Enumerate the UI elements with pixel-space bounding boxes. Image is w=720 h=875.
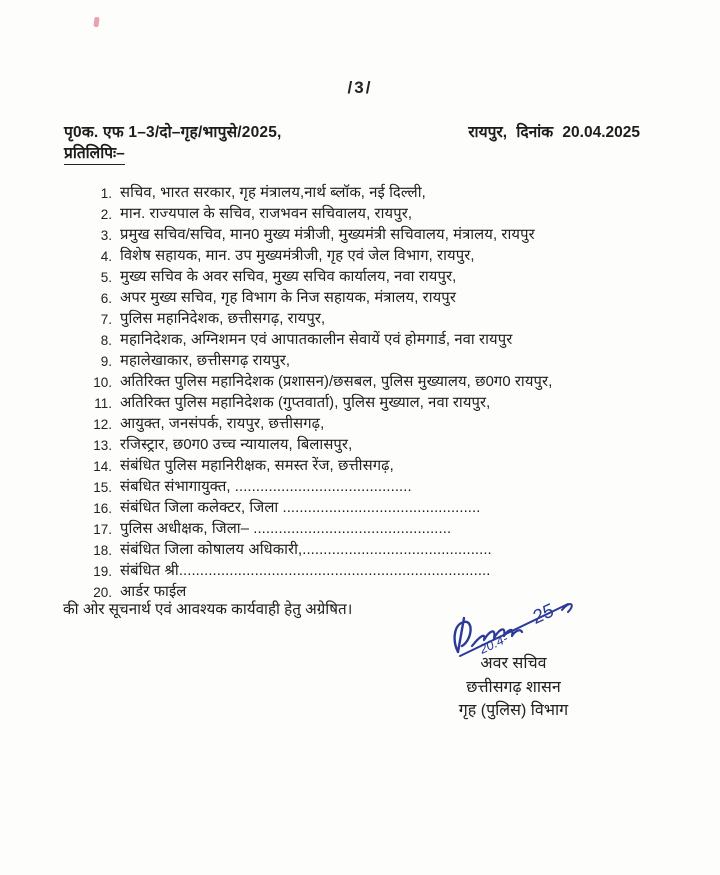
red-scan-speck <box>93 17 99 28</box>
list-item-text: पुलिस महानिदेशक, छत्तीसगढ़, रायपुर, <box>120 311 326 327</box>
list-item-text: विशेष सहायक, मान. उप मुख्यमंत्रीजी, गृह एवं जेल विभाग, रायपुर, <box>120 248 475 264</box>
signature-block <box>450 588 580 660</box>
list-item-number: 10. <box>93 375 112 390</box>
list-item <box>86 225 700 246</box>
list-item-number: 11. <box>94 396 112 411</box>
list-item <box>86 183 700 204</box>
place-and-date <box>468 120 640 142</box>
list-item-text: संबधित संभागायुक्त, .......................................... <box>120 479 412 495</box>
list-item-text: अतिरिक्त पुलिस महानिदेशक (प्रशासन)/छसबल, पुलिस मुख्यालय, छ0ग0 रायपुर, <box>120 374 553 390</box>
list-item-number: 15. <box>93 480 112 495</box>
list-item <box>86 372 700 393</box>
list-item-text: आर्डर फाईल <box>120 584 187 600</box>
list-item-text: मान. राज्यपाल के सचिव, राजभवन सचिवालय, रायपुर, <box>120 206 413 222</box>
list-item-text: प्रमुख सचिव/सचिव, मान0 मुख्य मंत्रीजी, मुख्यमंत्री सचिवालय, मंत्रालय, रायपुर <box>120 227 535 243</box>
list-item <box>86 519 700 540</box>
list-item-text: संबंधित श्री.......................................................................... <box>120 563 491 579</box>
list-item-text: संबंधित पुलिस महानिरीक्षक, समस्त रेंज, छत्तीसगढ़, <box>120 458 394 474</box>
list-item-number: 2. <box>100 207 112 222</box>
list-item-text: अपर मुख्य सचिव, गृह विभाग के निज सहायक, मंत्रालय, रायपुर <box>120 290 456 306</box>
list-item-text: अतिरिक्त पुलिस महानिदेशक (गुप्तवार्ता), पुलिस मुख्याल, नवा रायपुर, <box>120 395 491 411</box>
list-item-text: महालेखाकार, छत्तीसगढ़ रायपुर, <box>120 353 291 369</box>
signature-date-large: 25 <box>529 600 558 629</box>
list-item-number: 13. <box>93 438 112 453</box>
list-item-text: रजिस्ट्रार, छ0ग0 उच्च न्यायालय, बिलासपुर, <box>120 437 353 453</box>
list-item-text: पुलिस अधीक्षक, जिला– ............................................... <box>120 521 452 537</box>
list-item-text: सचिव, भारत सरकार, गृह मंत्रालय,नार्थ ब्लॉक, नई दिल्ली, <box>120 185 426 201</box>
reference-row <box>64 120 640 142</box>
list-item <box>86 267 700 288</box>
list-item <box>86 498 700 519</box>
signature-strokes <box>455 604 572 656</box>
signature-date-small: 20.4- <box>476 630 511 657</box>
list-item-number: 8. <box>100 333 112 348</box>
list-item-number: 1. <box>100 186 112 201</box>
list-item <box>86 414 700 435</box>
list-item-number: 20. <box>93 585 112 600</box>
list-item-number: 18. <box>93 543 112 558</box>
list-item <box>86 393 700 414</box>
signature-scribble <box>450 588 580 660</box>
list-item <box>86 351 700 372</box>
list-item <box>86 561 700 582</box>
list-item-number: 6. <box>100 291 112 306</box>
list-item-number: 17. <box>93 522 112 537</box>
list-item-number: 4. <box>100 249 112 264</box>
signoff-block <box>416 652 611 723</box>
signoff-government: छत्तीसगढ़ शासन <box>466 678 561 696</box>
list-item-number: 19. <box>93 564 112 579</box>
signoff-department: गृह (पुलिस) विभाग <box>458 702 569 719</box>
list-item-text: संबंधित जिला कलेक्टर, जिला ............................................... <box>120 500 481 516</box>
reference-number: पृ0क. एफ 1–3/दो–गृह/भापुसे/2025, <box>64 124 282 141</box>
signoff-designation: अवर सचिव <box>480 655 547 672</box>
list-item-number: 14. <box>93 459 112 474</box>
page-number: /3/ <box>347 78 373 97</box>
list-item-number: 16. <box>93 501 112 516</box>
date-label: दिनांक <box>516 124 554 141</box>
closing-line: की ओर सूचनार्थ एवं आवश्यक कार्यवाही हेतु अग्रेषित। <box>63 601 353 618</box>
list-item <box>86 456 700 477</box>
list-item-text: संबंधित जिला कोषालय अधिकारी,............................................. <box>120 542 492 558</box>
list-item <box>86 309 700 330</box>
list-item <box>86 540 700 561</box>
list-item-number: 5. <box>100 270 112 285</box>
list-item-number: 12. <box>93 417 112 432</box>
list-item <box>86 246 700 267</box>
date-value: 20.04.2025 <box>562 124 640 141</box>
list-item <box>86 435 700 456</box>
list-item <box>86 330 700 351</box>
list-item-number: 9. <box>100 354 112 369</box>
place-name: रायपुर, <box>468 124 508 141</box>
list-item-text: महानिदेशक, अग्निशमन एवं आपातकालीन सेवायें एवं होमगार्ड, नवा रायपुर <box>120 332 513 348</box>
list-item <box>86 288 700 309</box>
list-item-text: मुख्य सचिव के अवर सचिव, मुख्य सचिव कार्यालय, नवा रायपुर, <box>120 269 457 285</box>
list-item <box>86 477 700 498</box>
list-item-number: 7. <box>100 312 112 327</box>
list-item-text: आयुक्त, जनसंपर्क, रायपुर, छत्तीसगढ़, <box>120 416 325 432</box>
copy-list <box>86 183 700 603</box>
list-item <box>86 204 700 225</box>
list-item-number: 3. <box>100 228 112 243</box>
copy-to-label: प्रतिलिपिः– <box>64 141 125 165</box>
